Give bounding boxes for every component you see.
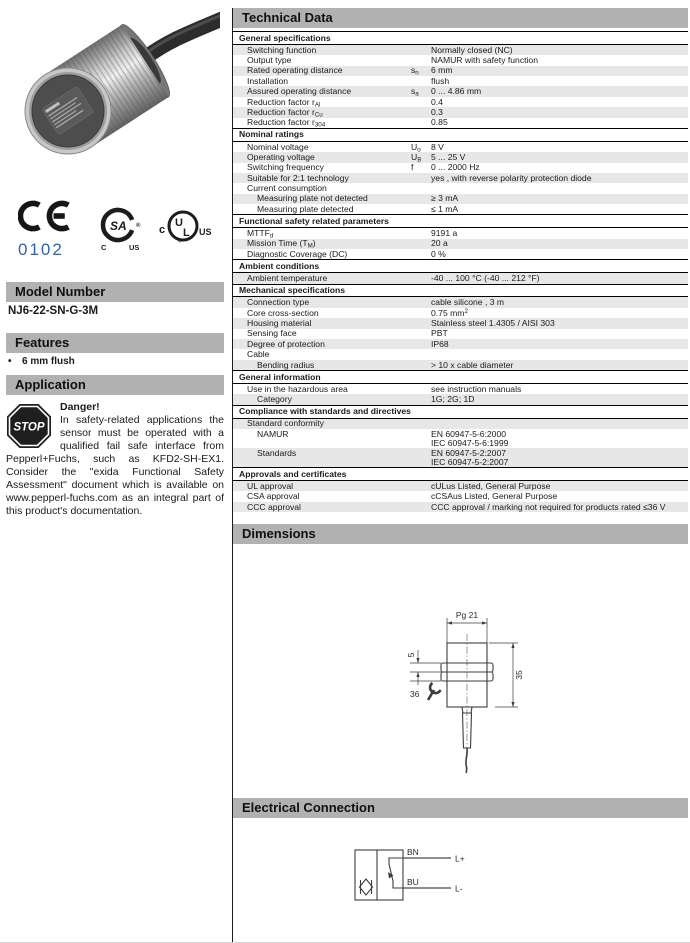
spec-symbol [411, 492, 431, 501]
svg-text:U: U [175, 217, 183, 229]
spec-symbol [411, 361, 431, 370]
spec-label: Bending radius [257, 359, 315, 370]
ce-mark [18, 198, 80, 260]
spec-value [431, 419, 688, 428]
svg-text:c: c [159, 224, 166, 236]
spec-label: Ambient temperature [247, 273, 328, 284]
spec-symbol [411, 419, 431, 428]
spec-row [233, 118, 688, 128]
spec-value: 1G; 2G; 1D [431, 394, 475, 405]
spec-section-title: General specifications [233, 31, 688, 45]
spec-row [233, 45, 688, 55]
spec-value: cable silicone , 3 m [431, 297, 505, 308]
dim-ring-label: 5 [406, 652, 416, 658]
svg-text:®: ® [136, 223, 141, 229]
danger-note [6, 401, 224, 518]
spec-label: Suitable for 2:1 technology [247, 172, 349, 183]
spec-label: Measuring plate detected [257, 203, 354, 214]
spec-symbol: $U_B$ [411, 151, 422, 164]
spec-label: Degree of protection [247, 338, 325, 349]
spec-symbol: $s_n$ [411, 65, 419, 77]
spec-value: Stainless steel 1.4305 / AISI 303 [431, 317, 555, 328]
svg-text:®: ® [178, 238, 182, 245]
spec-symbol [411, 309, 431, 318]
spec-value: 0 ... 4.86 mm [431, 86, 482, 97]
spec-symbol [411, 482, 431, 491]
csa-icon [96, 204, 146, 252]
spec-row [233, 339, 688, 349]
spec-value: flush [431, 75, 450, 86]
spec-value: IP68 [431, 338, 449, 349]
bullet: • [8, 356, 12, 367]
spec-row [233, 239, 688, 249]
ul-icon [154, 207, 214, 247]
spec-section-title: Nominal ratings [233, 128, 688, 142]
spec-value: 0.3 [431, 106, 443, 117]
terminal-lminus-label: L- [455, 883, 463, 894]
spec-symbol [411, 449, 431, 467]
spec-symbol [411, 98, 431, 107]
spec-value: 20 a [431, 238, 448, 249]
spec-label: Installation [247, 75, 289, 86]
dim-thread-label: Pg 21 [455, 610, 479, 620]
notified-body-number: 0102 [18, 240, 64, 259]
spec-symbol [411, 250, 431, 259]
wiring-diagram [348, 845, 478, 905]
spec-symbol [411, 184, 431, 193]
spec-symbol [411, 340, 431, 349]
spec-label: Core cross-section [247, 307, 319, 318]
spec-label: Reduction factor $r_{Al}$ [247, 96, 321, 109]
spec-value: ≤ 1 mA [431, 203, 459, 214]
spec-value: see instruction manuals [431, 383, 522, 394]
spec-symbol [411, 503, 431, 512]
spec-label: Connection type [247, 297, 310, 308]
spec-value: 0.75 $mm^2$ [431, 307, 468, 318]
spec-symbol [411, 395, 431, 404]
ul-mark [154, 207, 214, 252]
spec-label: Housing material [247, 317, 312, 328]
model-number-header: Model Number [6, 282, 224, 302]
spec-symbol [411, 205, 431, 214]
spec-symbol [411, 430, 431, 448]
spec-row [233, 76, 688, 86]
spec-symbol [411, 174, 431, 183]
spec-row [233, 163, 688, 173]
spec-label: Current consumption [247, 183, 327, 194]
stop-icon [6, 403, 52, 449]
spec-label: Mission Time $(T_M)$ [247, 238, 316, 250]
spec-row [233, 360, 688, 370]
spec-symbol [411, 108, 431, 117]
spec-row [233, 394, 688, 404]
spec-row [233, 152, 688, 162]
spec-row [233, 86, 688, 96]
spec-symbol [411, 319, 431, 328]
svg-text:US: US [129, 243, 140, 252]
dim-length-label: 35 [514, 670, 524, 680]
spec-symbol [411, 274, 431, 283]
spec-label: $MTTF_d$ [247, 228, 274, 240]
spec-row [233, 173, 688, 183]
spec-label: NAMUR [257, 428, 289, 439]
spec-value: 0.85 [431, 117, 448, 128]
wire-bn-label: BN [407, 847, 419, 857]
application-header: Application [6, 375, 224, 395]
dimensions-header: Dimensions [233, 524, 688, 544]
spec-row [233, 55, 688, 65]
danger-text: In safety-related applications the sensor must be operated with a qualified fail safe interface from Pepperl+Fuchs, such as KFD2-SH-EX1. Consider the "exida Functional Safety Assessment" document which is available on www.pepperl-fuchs.com as an integral part of this product's documentation. [6, 414, 224, 517]
spec-symbol [411, 77, 431, 86]
spec-label: Assured operating distance [247, 86, 352, 97]
electrical-connection-header: Electrical Connection [233, 798, 688, 818]
spec-value: 5 ... 25 V [431, 151, 466, 162]
terminal-lplus-label: L+ [455, 853, 465, 864]
dimension-drawing [398, 600, 548, 775]
spec-label: Standards [257, 447, 297, 458]
csa-mark [96, 204, 146, 257]
spec-value: 6 mm [431, 65, 453, 76]
spec-value: ≥ 3 mA [431, 193, 459, 204]
spec-label: Switching function [247, 44, 317, 55]
spec-label: Cable [247, 349, 270, 360]
spec-value: 8 V [431, 141, 444, 152]
spec-symbol [411, 46, 431, 55]
spec-row [233, 491, 688, 501]
spec-label: UL approval [247, 480, 294, 491]
spec-value: 0 % [431, 248, 446, 259]
spec-label: Output type [247, 54, 292, 65]
spec-label: CCC approval [247, 501, 301, 512]
spec-symbol: $U_o$ [411, 141, 421, 154]
spec-value: PBT [431, 328, 448, 339]
spec-row [233, 419, 688, 429]
spec-value [431, 350, 688, 359]
svg-text:STOP: STOP [13, 421, 45, 434]
spec-row [233, 107, 688, 117]
spec-row [233, 183, 688, 193]
spec-section-title: General information [233, 370, 688, 384]
spec-row [233, 429, 688, 448]
left-column [6, 0, 224, 942]
spec-row [233, 448, 688, 467]
spec-value: > 10 x cable diameter [431, 359, 514, 370]
sensor-photo-icon [8, 8, 220, 174]
spec-value: 0.4 [431, 96, 443, 107]
spec-label: Reduction factor $r_{304}$ [247, 117, 326, 129]
technical-data-header: Technical Data [233, 8, 688, 28]
spec-symbol: f [411, 162, 414, 173]
spec-symbol [411, 239, 431, 248]
spec-label: Rated operating distance [247, 65, 343, 76]
spec-row [233, 502, 688, 512]
spec-label: Standard conformity [247, 418, 324, 429]
svg-text:C: C [101, 243, 107, 252]
spec-row [233, 97, 688, 107]
spec-row [233, 297, 688, 307]
product-photo [8, 8, 220, 174]
spec-row [233, 273, 688, 283]
spec-label: CSA approval [247, 491, 300, 502]
spec-row [233, 66, 688, 76]
spec-symbol [411, 329, 431, 338]
svg-text:SA: SA [110, 219, 127, 233]
spec-symbol [411, 298, 431, 307]
spec-symbol [411, 385, 431, 394]
spec-symbol: $s_a$ [411, 86, 419, 98]
spec-symbol [411, 194, 431, 203]
spec-label: Switching frequency [247, 162, 324, 173]
svg-text:US: US [199, 227, 212, 237]
spec-section-title: Functional safety related parameters [233, 214, 688, 228]
inductive-sensor-symbol [360, 879, 373, 895]
spec-section-title: Mechanical specifications [233, 284, 688, 298]
features-header: Features [6, 333, 224, 353]
spec-value: EN 60947-5-6:2000 IEC 60947-5-6:1999 [431, 428, 509, 448]
spec-row [233, 228, 688, 238]
spec-section-title: Approvals and certificates [233, 467, 688, 481]
spec-label: Sensing face [247, 328, 297, 339]
wrench-icon [428, 683, 441, 700]
ce-icon [18, 198, 76, 234]
dim-wrench-label: 36 [410, 689, 420, 699]
spec-symbol [411, 118, 431, 127]
spec-section-title: Ambient conditions [233, 259, 688, 273]
spec-symbol [411, 229, 431, 238]
spec-row [233, 249, 688, 259]
certification-marks [10, 198, 220, 260]
spec-value: -40 ... 100 °C (-40 ... 212 °F) [431, 273, 540, 284]
spec-label: Measuring plate not detected [257, 193, 368, 204]
spec-value: cCSAus Listed, General Purpose [431, 491, 558, 502]
spec-row [233, 329, 688, 339]
spec-row [233, 349, 688, 359]
wire-bu-label: BU [407, 877, 419, 887]
danger-title: Danger! [60, 401, 100, 413]
spec-row [233, 142, 688, 152]
spec-value: EN 60947-5-2:2007 IEC 60947-5-2:2007 [431, 447, 509, 467]
spec-value: CCC approval / marking not required for products rated ≤36 V [431, 501, 666, 512]
spec-row [233, 481, 688, 491]
spec-value: yes , with reverse polarity protection diode [431, 172, 592, 183]
spec-label: Diagnostic Coverage (DC) [247, 248, 348, 259]
spec-symbol [411, 56, 431, 65]
spec-label: Use in the hazardous area [247, 383, 348, 394]
spec-symbol [411, 350, 431, 359]
technical-data-table [233, 31, 688, 512]
spec-section-title: Compliance with standards and directives [233, 405, 688, 419]
spec-label: Category [257, 394, 292, 405]
spec-label: Nominal voltage [247, 141, 309, 152]
feature-item: • 6 mm flush [8, 356, 75, 367]
spec-label: Reduction factor $r_{Cu}$ [247, 106, 323, 119]
spec-value: 9191 a [431, 228, 458, 239]
model-number-value: NJ6-22-SN-G-3M [8, 305, 99, 317]
svg-text:L: L [183, 227, 190, 239]
spec-value [431, 184, 688, 193]
spec-value: NAMUR with safety function [431, 54, 538, 65]
spec-value: 0 ... 2000 Hz [431, 162, 480, 173]
spec-row [233, 194, 688, 204]
spec-row [233, 308, 688, 318]
spec-value: Normally closed (NC) [431, 44, 513, 55]
spec-label: Operating voltage [247, 151, 315, 162]
spec-value: cULus Listed, General Purpose [431, 480, 551, 491]
spec-row [233, 204, 688, 214]
spec-row [233, 318, 688, 328]
switch-symbol [388, 858, 403, 888]
spec-row [233, 384, 688, 394]
right-column [233, 0, 690, 942]
